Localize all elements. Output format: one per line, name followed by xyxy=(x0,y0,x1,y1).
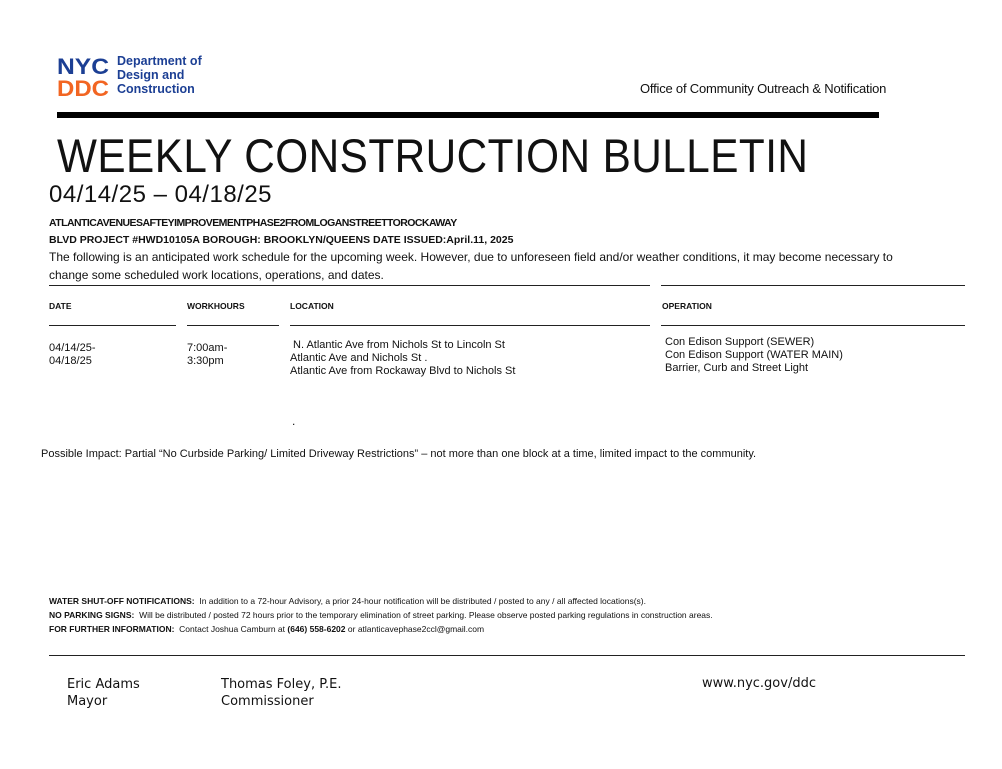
operation-line-1: Con Edison Support (SEWER) xyxy=(665,336,815,348)
nyc-ddc-logo-mark xyxy=(57,54,111,98)
operation-line-3: Barrier, Curb and Street Light xyxy=(665,362,809,374)
header-rule-date xyxy=(49,325,176,326)
website-link[interactable]: www.nyc.gov/ddc xyxy=(702,676,816,691)
note-label: FOR FURTHER INFORMATION: xyxy=(49,624,175,634)
commissioner-title: Commissioner xyxy=(221,694,314,709)
logo-mark-nyc: NYC xyxy=(57,54,110,79)
project-line-1: ATLANTICAVENUESAFTEYIMPROVEMENTPHASE2FROMLOGANSTREETTOROCKAWAY xyxy=(49,217,457,229)
note-text: In addition to a 72-hour Advisory, a prior 24-hour notification will be distributed / posted to any / all affected locations(s). xyxy=(199,596,646,606)
ddc-logo xyxy=(57,54,207,98)
note-further-info xyxy=(49,622,713,636)
header-rule-workhours xyxy=(187,325,279,326)
table-top-rule-left xyxy=(49,285,650,286)
location-line-1: N. Atlantic Ave from Nichols St to Lincoln St xyxy=(293,339,505,351)
cell-operation xyxy=(665,336,843,375)
note-label: NO PARKING SIGNS: xyxy=(49,610,135,620)
logo-line-3: Construction xyxy=(117,82,195,96)
notifications-block xyxy=(49,594,713,636)
project-info xyxy=(49,215,929,249)
stray-dot: . xyxy=(292,414,296,428)
cell-location xyxy=(290,339,515,378)
logo-line-1: Department of xyxy=(117,54,202,68)
header-location: LOCATION xyxy=(290,301,334,311)
possible-impact: Possible Impact: Partial “No Curbside Parking/ Limited Driveway Restrictions” – not more than one block at a time, limited impact to the community. xyxy=(41,448,757,460)
table-top-rule-right xyxy=(661,285,965,286)
logo-wordmark xyxy=(117,54,202,96)
mayor-signature xyxy=(67,676,140,710)
date-end: 04/18/25 xyxy=(49,355,92,367)
header-operation: OPERATION xyxy=(662,301,712,311)
mayor-name: Eric Adams xyxy=(67,677,140,692)
note-text: Contact Joshua Camburn at xyxy=(179,624,286,634)
cell-date xyxy=(49,342,95,368)
note-water-shutoff xyxy=(49,594,713,608)
header-rule-operation xyxy=(661,325,965,326)
note-label: WATER SHUT-OFF NOTIFICATIONS: xyxy=(49,596,195,606)
commissioner-signature xyxy=(221,676,342,710)
intro-paragraph: The following is an anticipated work schedule for the upcoming week. However, due to unforeseen field and/or weather conditions, it may become necessary to change some scheduled work locations, operations, and dates. xyxy=(49,250,893,282)
bulletin-dates: 04/14/25 – 04/18/25 xyxy=(49,181,273,208)
logo-line-2: Design and xyxy=(117,68,185,82)
project-line-2: BLVD PROJECT #HWD10105A BOROUGH: BROOKLYN/QUEENS DATE ISSUED:April.11, 2025 xyxy=(49,234,514,246)
location-line-2: Atlantic Ave and Nichols St . xyxy=(290,352,428,364)
contact-phone: (646) 558-6202 xyxy=(287,624,346,634)
office-name: Office of Community Outreach & Notification xyxy=(640,81,887,96)
date-start: 04/14/25- xyxy=(49,342,96,354)
commissioner-name: Thomas Foley, P.E. xyxy=(221,677,342,692)
note-text: Will be distributed / posted 72 hours prior to the temporary elimination of street parking. Please observe posted parking regulations in construction areas. xyxy=(139,610,713,620)
contact-email: or atlanticavephase2ccl@gmail.com xyxy=(347,624,485,634)
footer-divider xyxy=(49,655,965,656)
location-line-3: Atlantic Ave from Rockaway Blvd to Nichols St xyxy=(290,365,516,377)
logo-mark-ddc: DDC xyxy=(57,76,110,98)
header-date: DATE xyxy=(49,301,72,311)
bulletin-title: WEEKLY CONSTRUCTION BULLETIN xyxy=(57,129,809,182)
mayor-title: Mayor xyxy=(67,694,108,709)
header-rule-location xyxy=(290,325,650,326)
operation-line-2: Con Edison Support (WATER MAIN) xyxy=(665,349,843,361)
hours-start: 7:00am- xyxy=(187,342,228,354)
cell-workhours xyxy=(187,342,227,368)
header-workhours: WORKHOURS xyxy=(187,301,245,311)
note-no-parking xyxy=(49,608,713,622)
hours-end: 3:30pm xyxy=(187,355,224,367)
header-divider xyxy=(57,112,879,118)
